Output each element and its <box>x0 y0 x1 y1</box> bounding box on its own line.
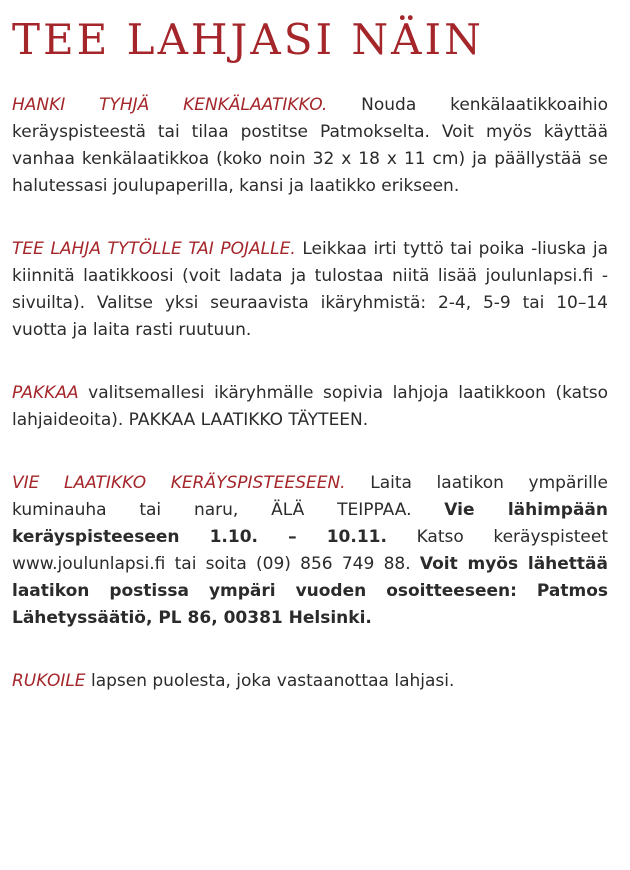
step-deliver-deadline: Vie lähimpään keräyspisteeseen 1.10. – 10.11. <box>12 500 608 547</box>
step-deliver-address: Voit myös lähettää laatikon postissa ympäri vuoden osoitteeseen: Patmos Lähetyssäätiö, PL 86, 00381 Helsinki. <box>12 554 609 628</box>
step-get-box-text: Nouda kenkälaatikkoaihio keräyspisteestä tai tilaa postitse Patmokselta. Voit myös käyttää vanhaa kenkälaatikkoa (koko noin 32 x 18 x 11 cm) ja päällystää se halutessasi joulupaperilla, kansi ja laatikko erikseen. <box>12 95 608 196</box>
step-deliver-lead: VIE LAATIKKO KERÄYSPISTEESEEN. <box>12 473 346 493</box>
step-deliver-text-1: Laita laatikon ympärille kuminauha tai naru, ÄLÄ TEIPPAA. <box>12 473 608 520</box>
step-choose-recipient-text: Leikkaa irti tyttö tai poika -liuska ja kiinnitä laatikkoosi (voit ladata ja tulostaa niitä lisää joulunlapsi.fi -sivuilta). Valitse yksi seuraavista ikäryhmistä: 2-4, 5-9 tai 10–14 vuotta ja laita rasti ruutuun. <box>12 239 609 340</box>
step-pack <box>12 380 608 434</box>
step-get-box-lead: HANKI TYHJÄ KENKÄLAATIKKO. <box>12 95 328 115</box>
step-deliver <box>12 470 608 632</box>
step-choose-recipient <box>12 236 608 344</box>
step-pack-text: valitsemallesi ikäryhmälle sopivia lahjoja laatikkoon (katso lahjaideoita). PAKKAA LAATIKKO TÄYTEEN. <box>12 383 608 430</box>
step-choose-recipient-lead: TEE LAHJA TYTÖLLE TAI POJALLE. <box>12 239 296 259</box>
step-deliver-text-2: Katso keräyspisteet www.joulunlapsi.fi tai soita (09) 856 749 88. <box>12 527 608 574</box>
step-get-box <box>12 92 608 200</box>
page-title: TEE LAHJASI NÄIN <box>12 15 484 64</box>
step-pray-lead: RUKOILE <box>12 671 86 691</box>
step-pray <box>12 668 608 695</box>
step-pack-lead: PAKKAA <box>12 383 79 403</box>
step-pray-text: lapsen puolesta, joka vastaanottaa lahjasi. <box>85 671 455 691</box>
